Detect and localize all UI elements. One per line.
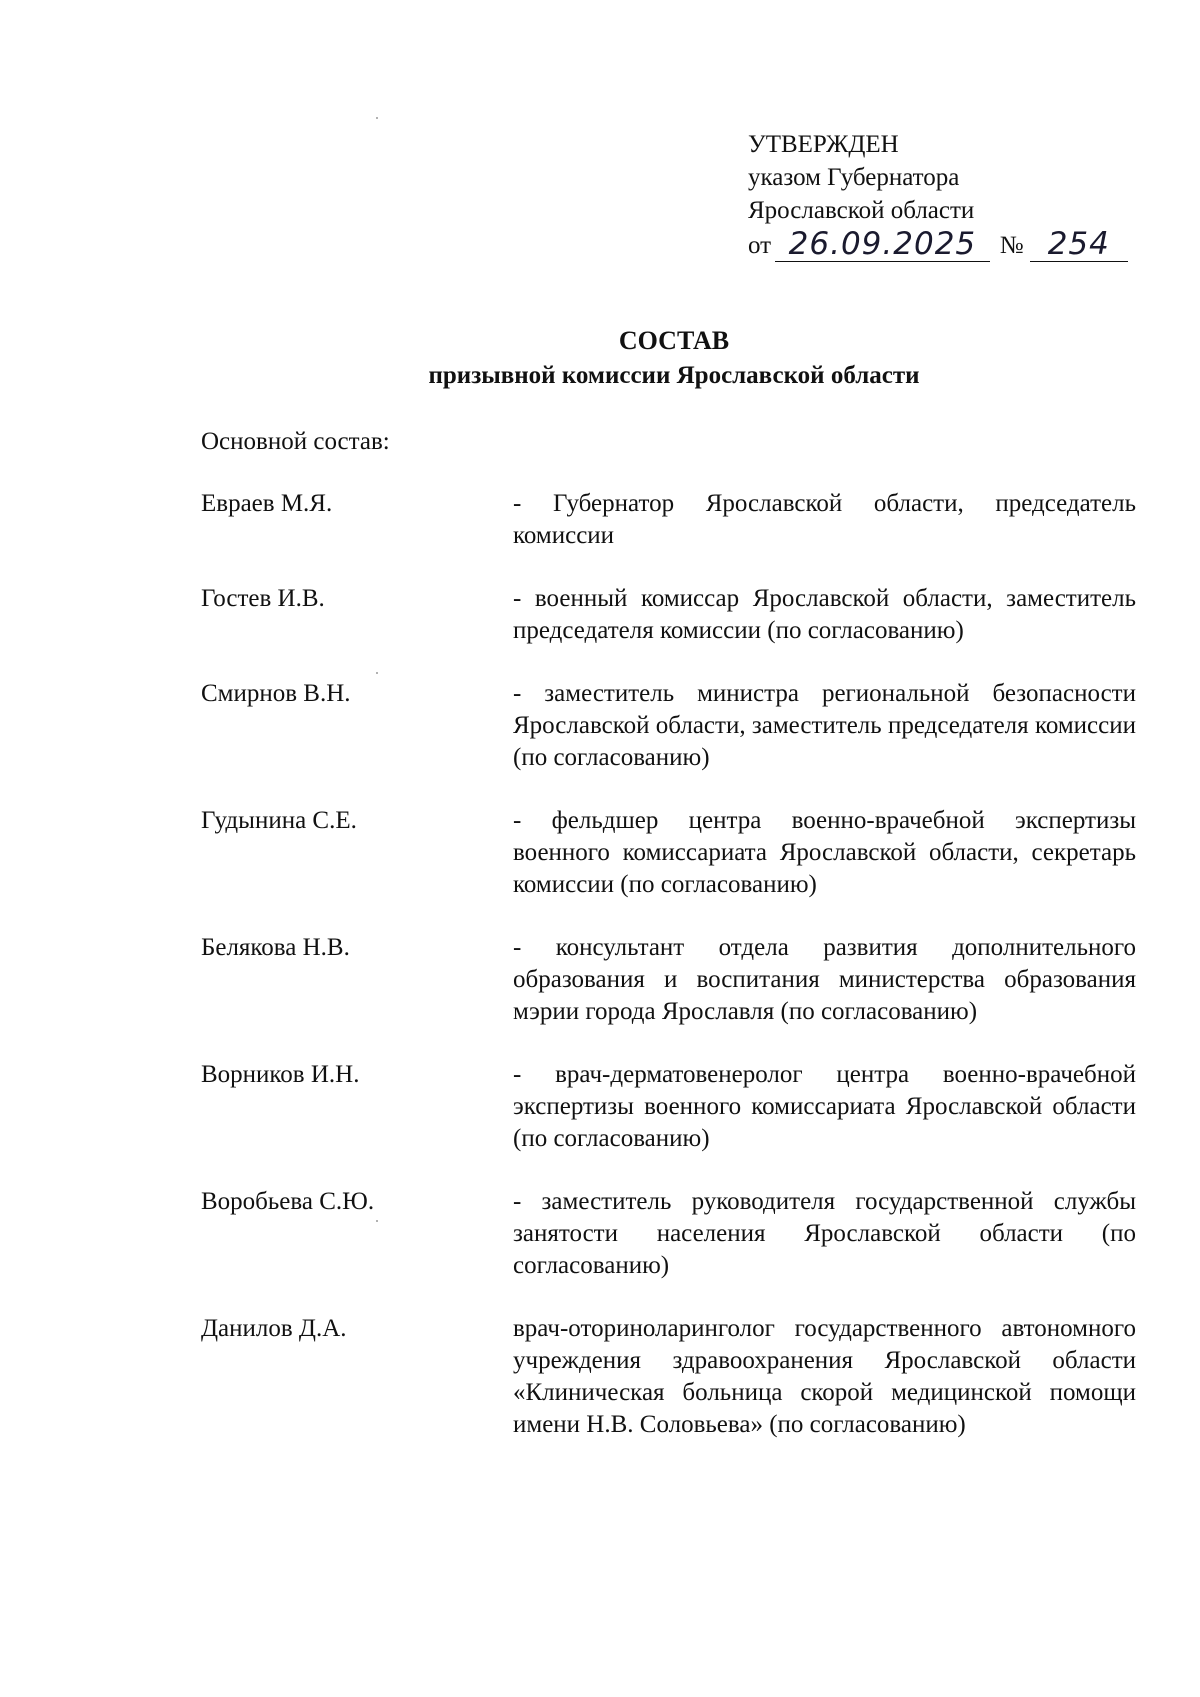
member-row [201, 488, 1136, 552]
handwritten-number: 254 [1030, 227, 1128, 262]
member-role: - заместитель министра региональной безопасности Ярославской области, заместитель председателя комиссии (по согласованию) [513, 680, 1136, 771]
section-label: Основной состав: [201, 428, 390, 455]
members-list [201, 488, 1136, 1472]
member-name: Смирнов В.Н. [201, 680, 351, 707]
approval-date-line [748, 227, 1128, 262]
member-name: Гудынина С.Е. [201, 807, 357, 834]
approval-stamp-block [748, 128, 1128, 262]
scan-artifact [376, 117, 378, 119]
member-role: - врач-дерматовенеролог центра военно-врачебной экспертизы военного комиссариата Ярославской области (по согласованию) [513, 1061, 1136, 1152]
approval-title: УТВЕРЖДЕН [748, 131, 899, 158]
member-row [201, 1186, 1136, 1282]
member-name: Гостев И.В. [201, 585, 325, 612]
member-role: врач-оториноларинголог государственного автономного учреждения здравоохранения Ярославской области «Клиническая больница скорой медицинской помощи имени Н.В. Соловьева» (по согласованию) [513, 1315, 1136, 1438]
member-row [201, 805, 1136, 901]
member-name: Ворников И.Н. [201, 1061, 360, 1088]
member-name: Данилов Д.А. [201, 1315, 347, 1342]
member-role: - Губернатор Ярославской области, председатель комиссии [513, 490, 1136, 549]
document-subtitle: призывной комиссии Ярославской области [428, 362, 920, 389]
member-name: Воробьева С.Ю. [201, 1188, 375, 1215]
member-role: - заместитель руководителя государственной службы занятости населения Ярославской области (по согласованию) [513, 1188, 1136, 1279]
member-row [201, 678, 1136, 774]
member-role: - фельдшер центра военно-врачебной экспертизы военного комиссариата Ярославской области, секретарь комиссии (по согласованию) [513, 807, 1136, 898]
member-name: Евраев М.Я. [201, 490, 333, 517]
member-row [201, 1313, 1136, 1441]
member-name: Белякова Н.В. [201, 934, 350, 961]
approval-region: Ярославской области [748, 197, 975, 224]
handwritten-date: 26.09.2025 [775, 227, 990, 262]
approval-authority: указом Губернатора [748, 164, 960, 191]
date-prefix: от [748, 232, 772, 259]
member-row [201, 932, 1136, 1028]
number-prefix: № [999, 232, 1024, 259]
document-title: СОСТАВ [618, 326, 730, 355]
member-row [201, 583, 1136, 647]
member-role: - консультант отдела развития дополнительного образования и воспитания министерства образования мэрии города Ярославля (по согласованию) [513, 934, 1136, 1025]
document-heading [0, 323, 1200, 393]
member-row [201, 1059, 1136, 1155]
member-role: - военный комиссар Ярославской области, заместитель председателя комиссии (по согласованию) [513, 585, 1136, 644]
